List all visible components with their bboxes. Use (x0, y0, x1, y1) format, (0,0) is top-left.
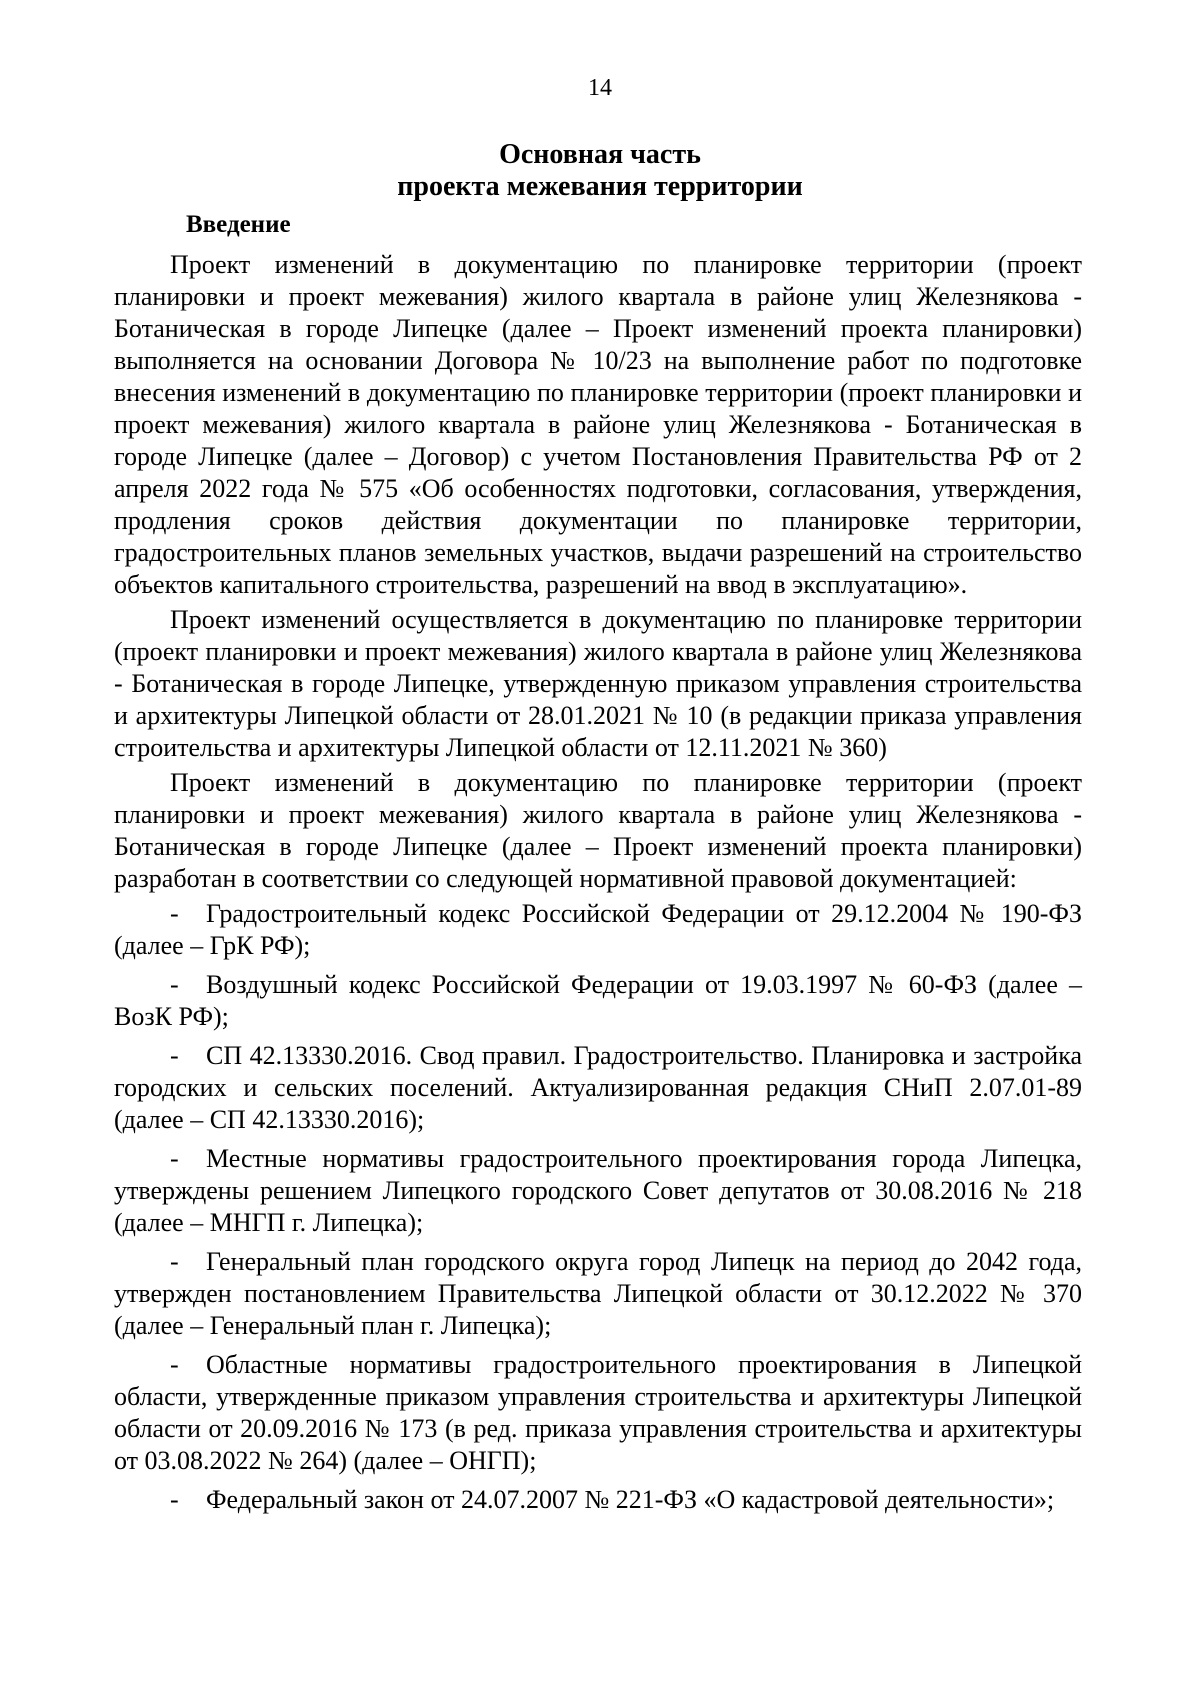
list-item (114, 1246, 1082, 1342)
document-body (114, 249, 1082, 1523)
list-item-text: Областные нормативы градостроительного проектирования в Липецкой области, утвержденные приказом управления строительства и архитектуры Липецкой области от 20.09.2016 № 173 (в ред. приказа управления строительства и архитектуры от 03.08.2022 № 264) (далее – ОНГП); (114, 1350, 1082, 1475)
list-item (114, 1349, 1082, 1477)
list-dash: - (170, 1247, 179, 1276)
list-dash: - (170, 1485, 179, 1514)
page-number: 14 (588, 75, 612, 101)
paragraph: Проект изменений осуществляется в документацию по планировке территории (проект планировки и проект межевания) жилого квартала в районе улиц Железнякова - Ботаническая в городе Липецке, утвержденную приказом управления строительства и архитектуры Липецкой области от 28.01.2021 № 10 (в редакции приказа управления строительства и архитектуры Липецкой области от 12.11.2021 № 360) (114, 605, 1082, 762)
list-item-text: СП 42.13330.2016. Свод правил. Градостроительство. Планировка и застройка городских и сельских поселений. Актуализированная редакция СНиП 2.07.01-89 (далее – СП 42.13330.2016); (114, 1041, 1082, 1134)
list-dash: - (170, 1041, 179, 1070)
list-item-text: Федеральный закон от 24.07.2007 № 221-ФЗ «О кадастровой деятельности»; (206, 1485, 1055, 1514)
list-item-text: Местные нормативы градостроительного проектирования города Липецка, утверждены решением Липецкого городского Совет депутатов от 30.08.2016 № 218 (далее – МНГП г. Липецка); (114, 1144, 1082, 1237)
section-title (0, 139, 1200, 203)
introduction-heading: Введение (186, 211, 291, 238)
list-item-text: Генеральный план городского округа город Липецк на период до 2042 года, утвержден постановлением Правительства Липецкой области от 30.12.2022 № 370 (далее – Генеральный план г. Липецка); (114, 1247, 1082, 1340)
section-title-line-1: Основная часть (499, 139, 701, 170)
list-dash: - (170, 899, 179, 928)
list-item (114, 969, 1082, 1033)
list-item-text: Воздушный кодекс Российской Федерации от 19.03.1997 № 60-ФЗ (далее – ВозК РФ); (114, 970, 1082, 1031)
list-item (114, 898, 1082, 962)
regulations-list (114, 898, 1082, 1516)
section-title-line-2: проекта межевания территории (397, 171, 803, 202)
list-item (114, 1143, 1082, 1239)
list-dash: - (170, 970, 179, 999)
paragraph: Проект изменений в документацию по планировке территории (проект планировки и проект межевания) жилого квартала в районе улиц Железнякова - Ботаническая в городе Липецке (далее – Проект изменений проекта планировки) разработан в соответствии со следующей нормативной правовой документацией: (114, 768, 1082, 893)
paragraph: Проект изменений в документацию по планировке территории (проект планировки и проект межевания) жилого квартала в районе улиц Железнякова - Ботаническая в городе Липецке (далее – Проект изменений проекта планировки) выполняется на основании Договора № 10/23 на выполнение работ по подготовке внесения изменений в документацию по планировке территории (проект планировки и проект межевания) жилого квартала в районе улиц Железнякова - Ботаническая в городе Липецке (далее – Договор) с учетом Постановления Правительства РФ от 2 апреля 2022 года № 575 «Об особенностях подготовки, согласования, утверждения, продления сроков действия документации по планировке территории, градостроительных планов земельных участков, выдачи разрешений на строительство объектов капитального строительства, разрешений на ввод в эксплуатацию». (114, 250, 1082, 599)
list-item (114, 1040, 1082, 1136)
list-dash: - (170, 1144, 179, 1173)
list-item-text: Градостроительный кодекс Российской Федерации от 29.12.2004 № 190-ФЗ (далее – ГрК РФ); (114, 899, 1082, 960)
list-item (114, 1484, 1082, 1516)
list-dash: - (170, 1350, 179, 1379)
